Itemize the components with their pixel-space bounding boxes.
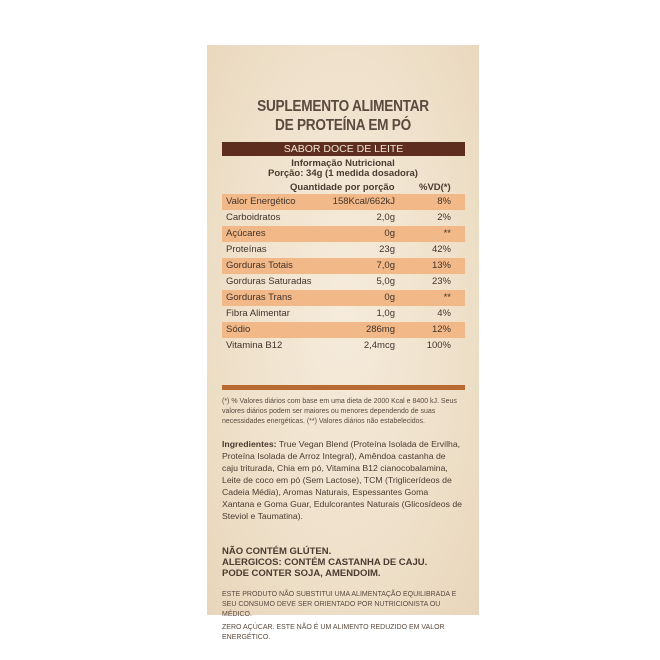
table-row [222, 338, 465, 354]
row-name: Gorduras Trans [226, 292, 292, 303]
row-daily-value: ** [443, 228, 451, 239]
row-daily-value: 8% [437, 196, 451, 207]
row-daily-value: 100% [426, 340, 451, 351]
ingredients-label: Ingredientes: [222, 439, 277, 449]
zero-sugar-warning: ZERO AÇÚCAR. ESTE NÃO É UM ALIMENTO REDUZIDO EM VALOR ENERGÉTICO. [222, 624, 445, 641]
row-daily-value: 2% [437, 212, 451, 223]
row-quantity: 7,0g [376, 260, 395, 271]
row-name: Valor Energético [226, 196, 296, 207]
table-row [222, 274, 465, 290]
row-quantity: 2,0g [376, 212, 395, 223]
ingredients-block [222, 438, 462, 522]
serving-size: Porção: 34g (1 medida dosadora) [268, 168, 418, 179]
table-row [222, 290, 465, 306]
row-name: Gorduras Totais [226, 260, 293, 271]
row-quantity: 23g [379, 244, 395, 255]
row-name: Vitamina B12 [226, 340, 283, 351]
product-title-line2: DE PROTEÍNA EM PÓ [275, 117, 411, 134]
row-name: Açúcares [226, 228, 266, 239]
supplement-warning: ESTE PRODUTO NÃO SUBSTITUI UMA ALIMENTAÇÃO EQUILIBRADA E SEU CONSUMO DEVE SER ORIENTADO POR NUTRICIONISTA OU MÉDICO. [222, 591, 457, 618]
row-quantity: 0g [384, 292, 395, 303]
table-row [222, 258, 465, 274]
nutrition-info-title: Informação Nutricional [291, 158, 395, 169]
table-row [222, 210, 465, 226]
row-daily-value: 42% [431, 244, 451, 255]
row-quantity: 1,0g [376, 308, 395, 319]
row-quantity: 0g [384, 228, 395, 239]
row-daily-value: 12% [431, 324, 451, 335]
header-daily-value: %VD(*) [419, 182, 451, 193]
label-panel [207, 45, 479, 641]
table-row [222, 322, 465, 338]
ingredients-text: True Vegan Blend (Proteína Isolada de Ervilha, Proteína Isolada de Arroz Integral), Amêndoa castanha de caju triturada, Chia em pó, Vitamina B12 cianocobalamina, Leite de coco em pó (Sem Lactose), TCM (Triglicerídeos de Cadeia Média), Aromas Naturais, Espessantes Goma Xantana e Goma Guar, Edulcorantes Naturais (Glicosídeos de Steviol e Taumatina). [222, 439, 462, 521]
header-quantity: Quantidade por porção [290, 182, 395, 193]
row-quantity: 2,4mcg [363, 340, 395, 351]
allergen-block [222, 546, 465, 579]
flavor-banner: SABOR DOCE DE LEITE [222, 142, 465, 156]
row-name: Sódio [226, 324, 251, 335]
product-title-line1: SUPLEMENTO ALIMENTAR [257, 98, 429, 115]
table-row [222, 242, 465, 258]
daily-value-footnote: (*) % Valores diários com base em uma dieta de 2000 Kcal e 8400 kJ. Seus valores diários podem ser maiores ou menores dependendo de suas necessidades energéticas. (**) Valores diários não estabelecidos. [222, 398, 457, 425]
table-row [222, 226, 465, 242]
table-bottom-rule [222, 385, 465, 390]
table-row [222, 306, 465, 322]
gluten-statement: NÃO CONTÉM GLÚTEN. [222, 546, 332, 557]
row-daily-value: 23% [431, 276, 451, 287]
row-quantity: 286mg [365, 324, 395, 335]
row-quantity: 5,0g [376, 276, 395, 287]
row-name: Gorduras Saturadas [226, 276, 312, 287]
row-daily-value: ** [443, 292, 451, 303]
row-name: Fibra Alimentar [226, 308, 290, 319]
row-quantity: 158Kcal/662kJ [332, 196, 395, 207]
row-daily-value: 4% [437, 308, 451, 319]
table-row [222, 194, 465, 210]
row-name: Carboidratos [226, 212, 281, 223]
row-name: Proteínas [226, 244, 267, 255]
may-contain-statement: PODE CONTER SOJA, AMENDOIM. [222, 568, 381, 579]
allergen-statement: ALERGICOS: CONTÉM CASTANHA DE CAJU. [222, 557, 428, 568]
row-daily-value: 13% [431, 260, 451, 271]
nutrition-table [222, 194, 465, 354]
